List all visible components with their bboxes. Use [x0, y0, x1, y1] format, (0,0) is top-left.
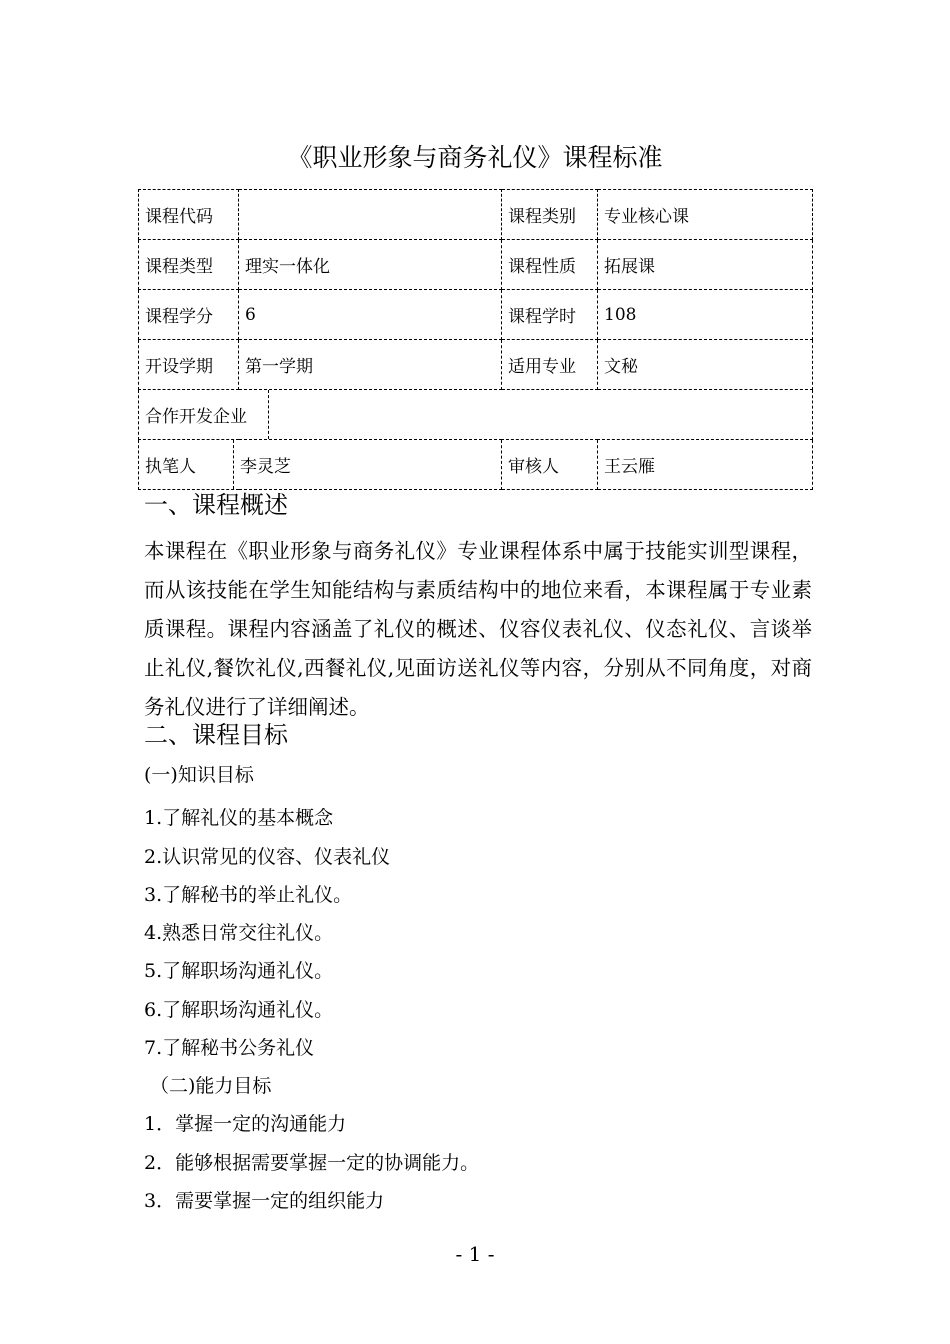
section-heading-overview: 一、课程概述	[144, 491, 288, 519]
list-item: 7.了解秘书公务礼仪	[144, 1037, 315, 1059]
subheading-ability-objectives: （二)能力目标	[150, 1075, 272, 1097]
list-item: 1.了解礼仪的基本概念	[144, 807, 334, 829]
page-title: 《职业形象与商务礼仪》课程标准	[287, 143, 663, 172]
list-item: 5.了解职场沟通礼仪。	[144, 960, 334, 982]
label-course-category: 课程类别	[502, 190, 598, 240]
section-heading-objectives: 二、课程目标	[144, 721, 288, 749]
label-reviewer: 审核人	[502, 440, 598, 490]
value-author: 李灵芝	[240, 457, 291, 477]
table-row	[139, 240, 813, 290]
table-row	[139, 340, 813, 390]
table-row	[139, 290, 813, 340]
page-number: - 1 -	[455, 1242, 495, 1266]
list-item: 6.了解职场沟通礼仪。	[144, 999, 334, 1021]
label-cooperating-enterprise: 合作开发企业	[139, 390, 269, 439]
label-semester: 开设学期	[139, 340, 239, 390]
label-author: 执笔人	[139, 440, 234, 489]
value-course-type: 理实一体化	[239, 240, 502, 290]
value-course-nature: 拓展课	[598, 240, 813, 290]
value-reviewer: 王云雁	[598, 440, 813, 490]
value-cooperating-enterprise	[269, 390, 812, 439]
value-course-category: 专业核心课	[598, 190, 813, 240]
table-row	[139, 390, 813, 440]
list-item: 2.认识常见的仪容、仪表礼仪	[144, 846, 391, 868]
value-course-code	[239, 190, 502, 240]
table-row	[139, 440, 813, 490]
label-course-type: 课程类型	[139, 240, 239, 290]
label-major: 适用专业	[502, 340, 598, 390]
value-major: 文秘	[598, 340, 813, 390]
overview-paragraph: 本课程在《职业形象与商务礼仪》专业课程体系中属于技能实训型课程，而从该技能在学生知能结构与素质结构中的地位来看，本课程属于专业素质课程。课程内容涵盖了礼仪的概述、仪容仪表礼仪、仪态礼仪、言谈举止礼仪,餐饮礼仪,西餐礼仪,见面访送礼仪等内容，分别从不同角度，对商务礼仪进行了详细阐述。	[144, 539, 812, 719]
table-row	[139, 190, 813, 240]
label-course-credits: 课程学分	[139, 290, 239, 340]
label-course-nature: 课程性质	[502, 240, 598, 290]
cooperating-enterprise-cell	[139, 390, 813, 440]
list-item: 1．掌握一定的沟通能力	[144, 1113, 347, 1135]
list-item: 4.熟悉日常交往礼仪。	[144, 922, 334, 944]
subheading-knowledge-objectives: (一)知识目标	[144, 764, 254, 786]
list-item: 3.了解秘书的举止礼仪。	[144, 884, 353, 906]
value-semester: 第一学期	[239, 340, 502, 390]
label-course-code: 课程代码	[139, 190, 239, 240]
label-course-hours: 课程学时	[502, 290, 598, 340]
value-course-credits: 6	[239, 290, 502, 340]
author-cell	[139, 440, 502, 490]
course-info-table	[138, 189, 813, 490]
list-item: 3．需要掌握一定的组织能力	[144, 1190, 385, 1212]
list-item: 2．能够根据需要掌握一定的协调能力。	[144, 1152, 480, 1174]
value-course-hours: 108	[598, 290, 813, 340]
